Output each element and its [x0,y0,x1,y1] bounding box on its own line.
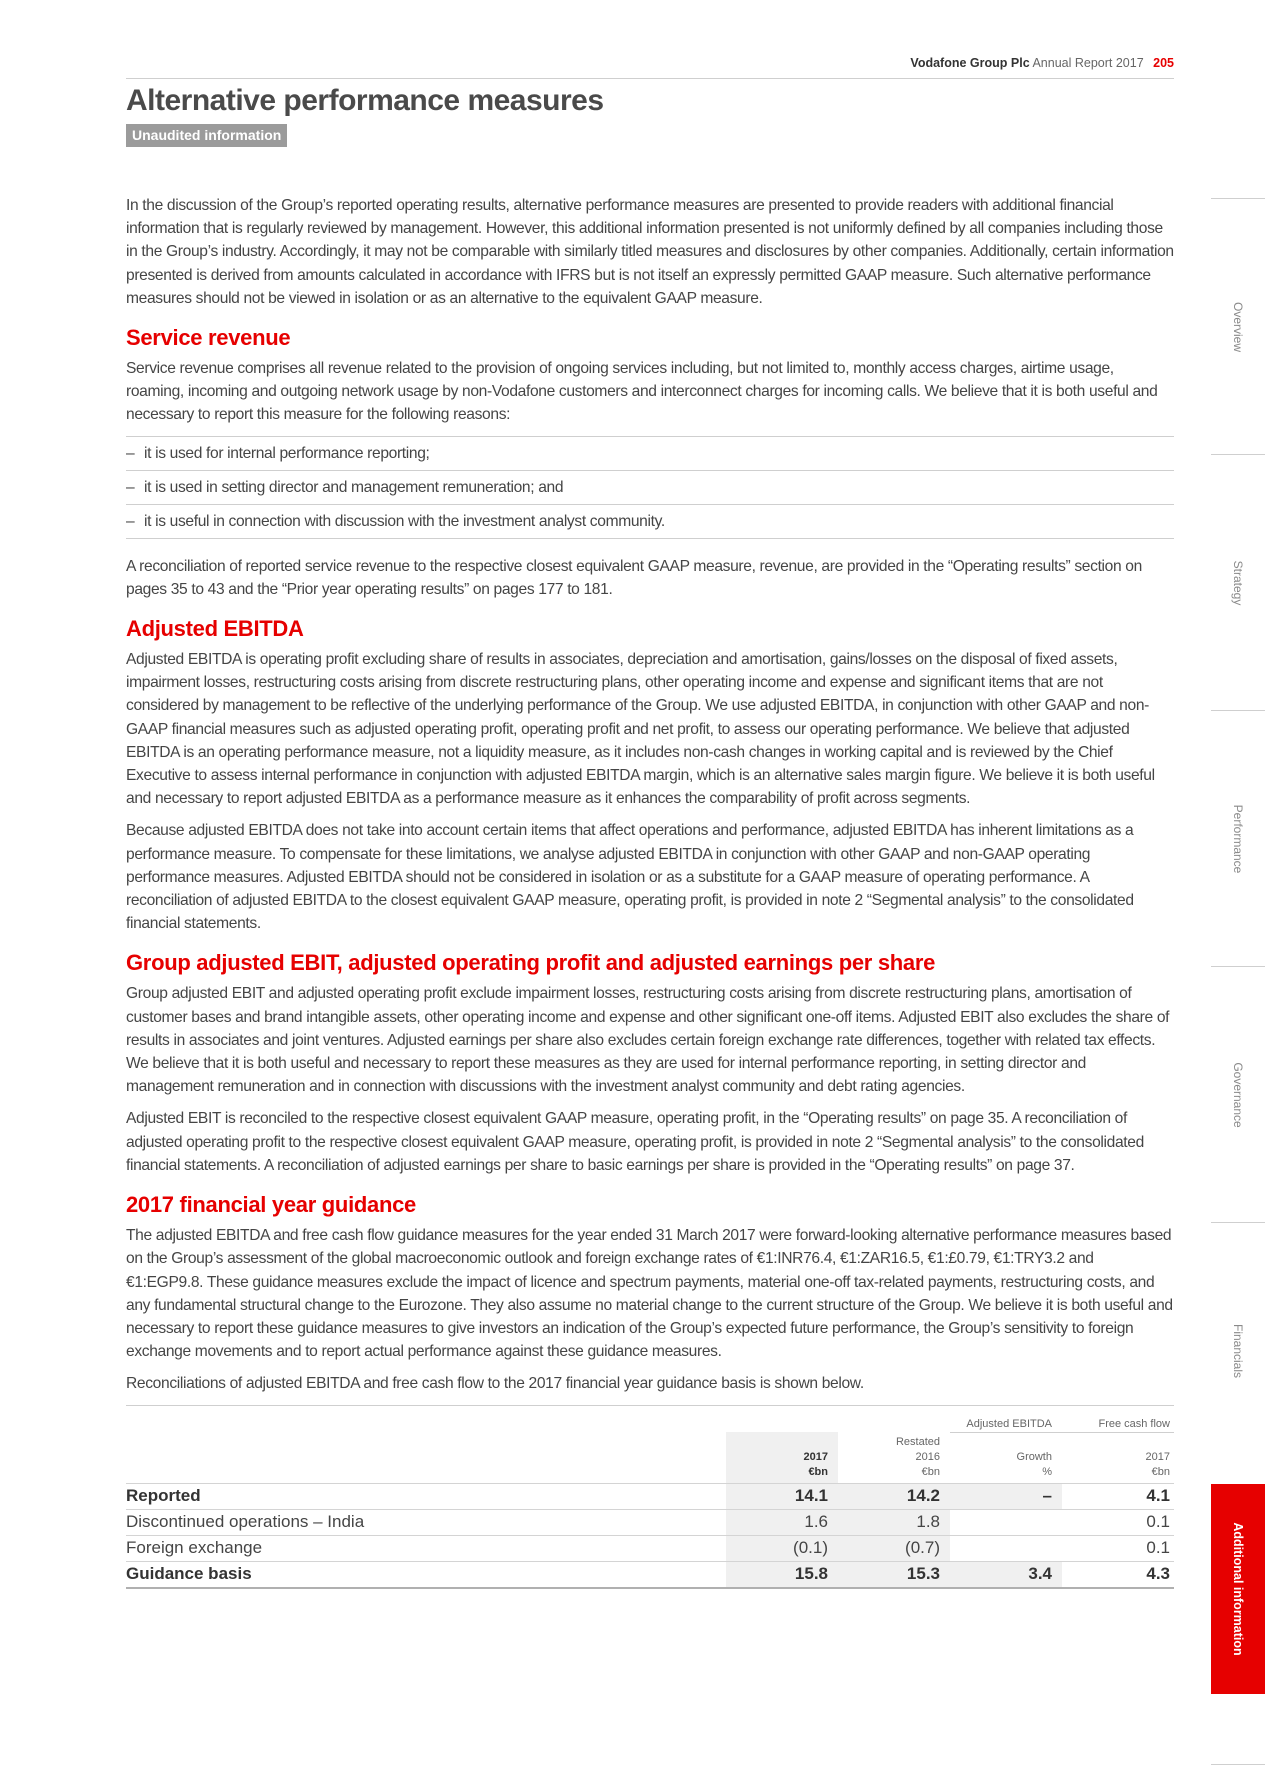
header-divider [126,78,1174,79]
page-header [126,56,1174,70]
table-row [126,1535,1174,1561]
table-cell: 14.1 [726,1483,838,1509]
group-ebit-heading: Group adjusted EBIT, adjusted operating profit and adjusted earnings per share [126,950,936,976]
adjusted-ebitda-paragraph-1: Adjusted EBITDA is operating profit excluding share of results in associates, depreciation and amortisation, gains/losses on the disposal of fixed assets, impairment losses, restructuring costs arising from discrete restructuring plans, other operating income and expense and significant items that are not considered by management to be reflective of the underlying performance of the Group. We use adjusted EBITDA, in conjunction with other GAAP and non-GAAP financial measures such as adjusted operating profit, operating profit and net profit, to assess our operating performance. We believe that adjusted EBITDA is an operating performance measure, not a liquidity measure, as it includes non-cash changes in working capital and is reviewed by the Chief Executive to assess internal performance in conjunction with adjusted EBITDA margin, which is an alternative sales margin figure. We believe it is both useful and necessary to report adjusted EBITDA as a performance measure as it enhances the comparability of profit across segments. [126,651,1155,808]
row-label: Reported [126,1483,726,1509]
column-header: 2017 €bn [1145,1450,1170,1478]
guidance-paragraph-2: Reconciliations of adjusted EBITDA and free cash flow to the 2017 financial year guidance basis is shown below. [126,1375,864,1393]
table-cell: 3.4 [950,1561,1062,1588]
table-cell: (0.1) [726,1535,838,1561]
table-cell: 15.3 [838,1561,950,1588]
table-cell: 1.8 [838,1509,950,1535]
table-cell: – [950,1483,1062,1509]
table-row [126,1561,1174,1588]
service-revenue-reasons [126,436,1174,539]
main-content [126,194,1174,1589]
table-cell: 4.1 [1062,1483,1174,1509]
guidance-reconciliation-table [126,1405,1174,1589]
row-label: Foreign exchange [126,1535,726,1561]
company-name: Vodafone Group Plc [910,56,1030,70]
list-item: – it is useful in connection with discussion with the investment analyst community. [126,505,1174,539]
table-cell [950,1509,1062,1535]
table-row [126,1509,1174,1535]
service-revenue-reconciliation: A reconciliation of reported service revenue to the respective closest equivalent GAAP measure, revenue, are provided in the “Operating results” section on pages 35 to 43 and the “Prior year operating results” on pages 177 to 181. [126,557,1142,598]
column-header: Growth % [1016,1450,1052,1478]
table-cell: 15.8 [726,1561,838,1588]
table-cell: 14.2 [838,1483,950,1509]
side-tab-performance[interactable]: Performance [1211,710,1265,967]
side-tab-overview[interactable]: Overview [1211,198,1265,455]
intro-paragraph: In the discussion of the Group’s reported operating results, alternative performance measures are presented to provide readers with additional financial information that is regularly reviewed by management. However, this additional information presented is not uniformly defined by all companies including those in the Group’s industry. Accordingly, it may not be comparable with similarly titled measures and disclosures by other companies. Additionally, certain information presented is derived from amounts calculated in accordance with IFRS but is not itself an expressly permitted GAAP measure. Such alternative performance measures should not be viewed in isolation or as an alternative to the equivalent GAAP measure. [126,197,1174,307]
list-item: – it is used for internal performance reporting; [126,437,1174,471]
table-row [126,1483,1174,1509]
table-cell: 1.6 [726,1509,838,1535]
unaudited-badge: Unaudited information [126,124,287,147]
guidance-paragraph-1: The adjusted EBITDA and free cash flow guidance measures for the year ended 31 March 2017 were forward-looking alternative performance measures based on the Group’s assessment of the global macroeconomic outlook and foreign exchange rates of €1:INR76.4, €1:ZAR16.5, €1:£0.79, €1:TRY3.2 and €1:EGP9.8. These guidance measures exclude the impact of licence and spectrum payments, material one-off tax-related payments, restructuring costs, and any fundamental structural change to the Eurozone. They also assume no material change to the current structure of the Group. We believe it is both useful and necessary to report these guidance measures to give investors an indication of the Group’s expected future performance, the Group’s sensitivity to foreign exchange movements and to report actual performance against these guidance measures. [126,1227,1173,1361]
table-group-header-row [126,1405,1174,1432]
column-header: Restated 2016 €bn [895,1435,940,1478]
table-column-header-row [126,1432,1174,1483]
side-nav-bottom-rule [1211,1764,1265,1765]
group-ebit-paragraph-2: Adjusted EBIT is reconciled to the respective closest equivalent GAAP measure, operating profit, in the “Operating results” on page 35. A reconciliation of adjusted operating profit to the respective closest equivalent GAAP measure, operating profit, is provided in note 2 “Segmental analysis” to the consolidated financial statements. A reconciliation of adjusted earnings per share to basic earnings per share is provided in the “Operating results” on page 37. [126,1110,1144,1174]
group-header-free-cash-flow: Free cash flow [1062,1405,1174,1432]
side-tab-financials[interactable]: Financials [1211,1222,1265,1479]
side-tab-strategy[interactable]: Strategy [1211,454,1265,711]
table-cell: (0.7) [838,1535,950,1561]
table-cell: 4.3 [1062,1561,1174,1588]
report-name: Annual Report 2017 [1032,56,1144,70]
table-cell [950,1535,1062,1561]
side-tab-additional-information[interactable]: Additional information [1211,1484,1265,1694]
side-tab-governance[interactable]: Governance [1211,966,1265,1223]
service-revenue-paragraph: Service revenue comprises all revenue related to the provision of ongoing services including, but not limited to, monthly access charges, airtime usage, roaming, incoming and outgoing network usage by non-Vodafone customers and interconnect charges for incoming calls. We believe that it is both useful and necessary to report this measure for the following reasons: [126,360,1158,424]
row-label: Discontinued operations – India [126,1509,726,1535]
column-header: 2017 €bn [726,1432,838,1483]
page-number: 205 [1153,56,1174,70]
list-item: – it is used in setting director and management remuneration; and [126,471,1174,505]
service-revenue-heading: Service revenue [126,325,291,351]
guidance-heading: 2017 financial year guidance [126,1192,416,1218]
adjusted-ebitda-paragraph-2: Because adjusted EBITDA does not take into account certain items that affect operations and performance, adjusted EBITDA has inherent limitations as a performance measure. To compensate for these limitations, we analyse adjusted EBITDA in conjunction with other GAAP and non-GAAP operating performance measures. Adjusted EBITDA should not be considered in isolation or as a substitute for a GAAP measure of operating performance. A reconciliation of adjusted EBITDA to the closest equivalent GAAP measure, operating profit, is provided in note 2 “Segmental analysis” to the consolidated financial statements. [126,822,1134,933]
adjusted-ebitda-heading: Adjusted EBITDA [126,616,304,642]
group-header-adjusted-ebitda: Adjusted EBITDA [950,1405,1062,1432]
row-label: Guidance basis [126,1561,726,1588]
table-cell: 0.1 [1062,1509,1174,1535]
table-cell: 0.1 [1062,1535,1174,1561]
page-title: Alternative performance measures [126,84,604,117]
group-ebit-paragraph-1: Group adjusted EBIT and adjusted operating profit exclude impairment losses, restructuring costs arising from discrete restructuring plans, amortisation of customer bases and brand intangible assets, other operating income and expense and other significant one-off items. Adjusted EBIT also excludes the share of results in associates and joint ventures. Adjusted earnings per share also excludes certain foreign exchange rate differences, together with related tax effects. We believe that it is both useful and necessary to report these measures as they are used for internal performance reporting, in setting director and management remuneration and in connection with discussions with the investment analyst community and debt rating agencies. [126,985,1170,1096]
